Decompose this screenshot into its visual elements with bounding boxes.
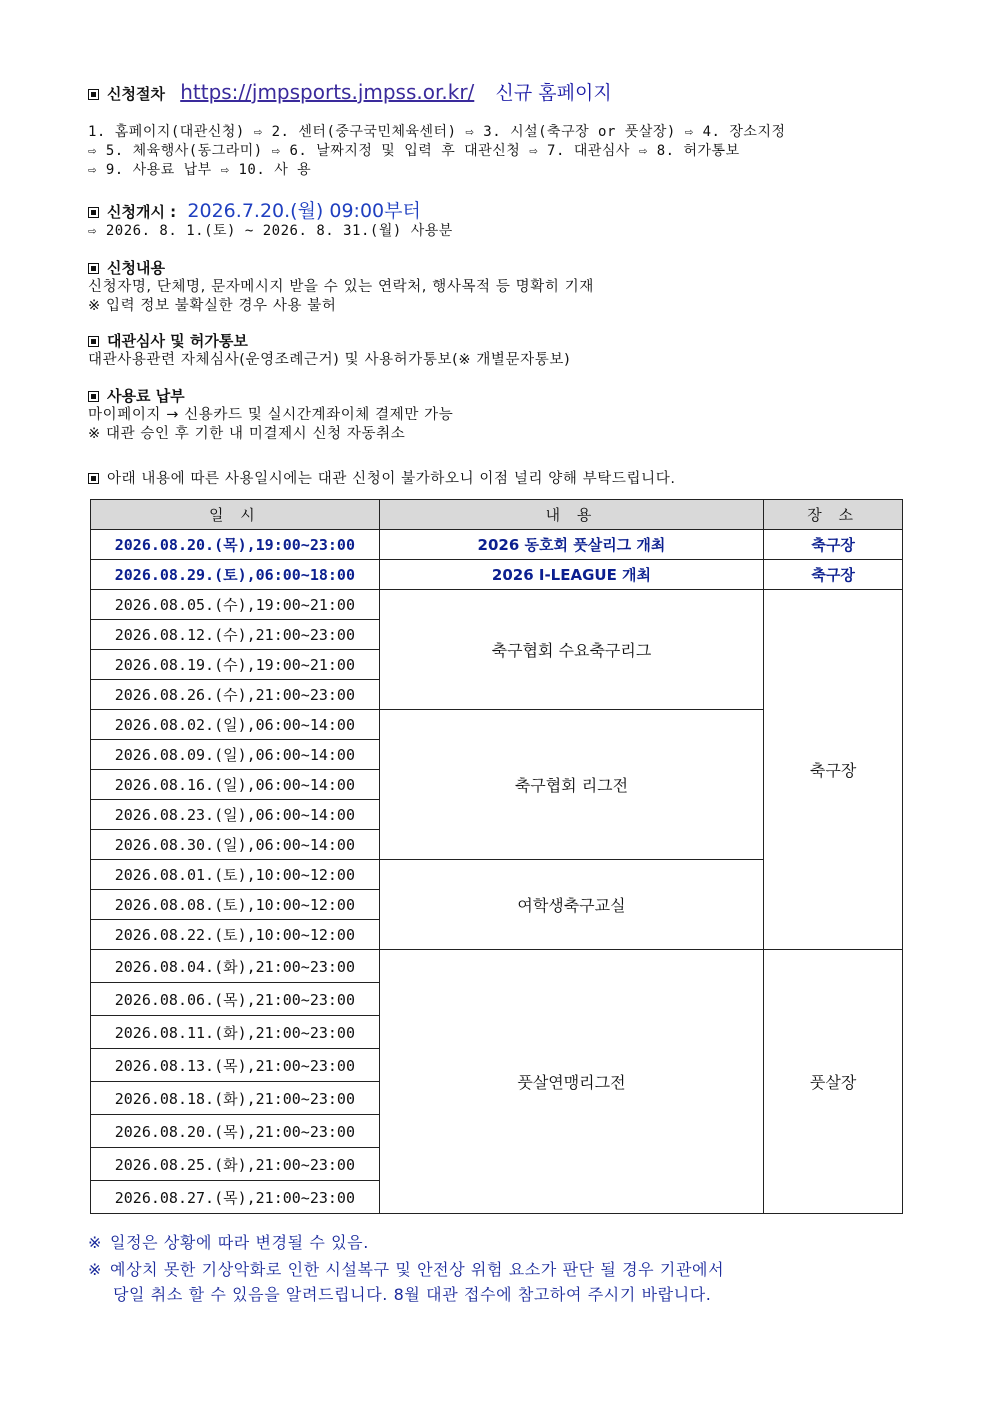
row-date: 2026.08.23.(일),06:00~14:00	[91, 800, 380, 830]
row-date: 2026.08.11.(화),21:00~23:00	[91, 1016, 380, 1049]
row-date: 2026.08.22.(토),10:00~12:00	[91, 920, 380, 950]
row-place: 축구장	[764, 560, 903, 590]
group-event: 축구협회 수요축구리그	[379, 590, 763, 710]
table-row	[91, 950, 903, 983]
open-period: ⇨ 2026. 8. 1.(토) ~ 2026. 8. 31.(월) 사용분	[88, 223, 453, 239]
group-event: 여학생축구교실	[379, 860, 763, 950]
row-date: 2026.08.13.(목),21:00~23:00	[91, 1049, 380, 1082]
header-content: 내 용	[379, 500, 763, 530]
new-homepage-label: 신규 홈페이지	[495, 82, 612, 104]
row-date: 2026.08.20.(목),21:00~23:00	[91, 1115, 380, 1148]
content-title: 신청내용	[107, 259, 165, 277]
row-date: 2026.08.27.(목),21:00~23:00	[91, 1181, 380, 1214]
row-date: 2026.08.06.(목),21:00~23:00	[91, 983, 380, 1016]
content-line-2: ※ 입력 정보 불확실한 경우 사용 불허	[88, 298, 337, 314]
row-event: 2026 동호회 풋살리그 개최	[379, 530, 763, 560]
row-date: 2026.08.04.(화),21:00~23:00	[91, 950, 380, 983]
homepage-link[interactable]: https://jmpsports.jmpss.or.kr/	[180, 80, 475, 104]
reference-mark-icon: ※	[88, 1233, 103, 1252]
row-date: 2026.08.20.(목),19:00~23:00	[91, 530, 380, 560]
place-futsal: 풋살장	[764, 950, 903, 1214]
note-text-1: 일정은 상황에 따라 변경될 수 있음.	[110, 1233, 369, 1252]
note-line-1	[88, 1230, 369, 1253]
procedure-step-line-3: ⇨ 9. 사용료 납부 ⇨ 10. 사 용	[88, 162, 312, 178]
fee-line-2: ※ 대관 승인 후 기한 내 미결제시 신청 자동취소	[88, 426, 406, 442]
row-date: 2026.08.16.(일),06:00~14:00	[91, 770, 380, 800]
row-date: 2026.08.18.(화),21:00~23:00	[91, 1082, 380, 1115]
group-event: 풋살연맹리그전	[379, 950, 763, 1214]
section-open-heading	[88, 196, 421, 223]
row-event: 2026 I-LEAGUE 개최	[379, 560, 763, 590]
fee-line-1: 마이페이지 → 신용카드 및 실시간계좌이체 결제만 가능	[88, 407, 454, 423]
procedure-title: 신청절차	[107, 85, 165, 103]
table-row	[91, 560, 903, 590]
procedure-step-line-2: ⇨ 5. 체육행사(동그라미) ⇨ 6. 날짜지정 및 입력 후 대관신청 ⇨ 7. 대관심사 ⇨ 8. 허가통보	[88, 143, 740, 159]
schedule-table	[90, 499, 903, 1214]
note-line-2	[88, 1257, 724, 1280]
open-date: 2026.7.20.(월) 09:00부터	[187, 200, 421, 222]
row-date: 2026.08.30.(일),06:00~14:00	[91, 830, 380, 860]
header-datetime: 일 시	[91, 500, 380, 530]
row-date: 2026.08.05.(수),19:00~21:00	[91, 590, 380, 620]
header-place: 장 소	[764, 500, 903, 530]
row-date: 2026.08.19.(수),19:00~21:00	[91, 650, 380, 680]
open-title: 신청개시 :	[107, 203, 177, 221]
note-text-2: 예상치 못한 기상악화로 인한 시설복구 및 안전상 위험 요소가 판단 될 경우 기관에서	[110, 1260, 725, 1279]
row-date: 2026.08.01.(토),10:00~12:00	[91, 860, 380, 890]
reference-mark-icon: ※	[88, 1260, 103, 1279]
place-soccer: 축구장	[764, 590, 903, 950]
notice-line	[88, 467, 676, 488]
content-line-1: 신청자명, 단체명, 문자메시지 받을 수 있는 연락처, 행사목적 등 명확히 기재	[88, 279, 594, 295]
row-date: 2026.08.09.(일),06:00~14:00	[91, 740, 380, 770]
table-row	[91, 530, 903, 560]
notice-text: 아래 내용에 따른 사용일시에는 대관 신청이 불가하오니 이점 널리 양해 부탁드립니다.	[107, 471, 676, 487]
review-title: 대관심사 및 허가통보	[107, 332, 248, 350]
row-date: 2026.08.08.(토),10:00~12:00	[91, 890, 380, 920]
row-date: 2026.08.25.(화),21:00~23:00	[91, 1148, 380, 1181]
square-bullet-icon	[88, 89, 99, 100]
row-date: 2026.08.29.(토),06:00~18:00	[91, 560, 380, 590]
row-date: 2026.08.26.(수),21:00~23:00	[91, 680, 380, 710]
fee-title: 사용료 납부	[107, 387, 185, 405]
group-event: 축구협회 리그전	[379, 710, 763, 860]
table-row	[91, 590, 903, 620]
row-place: 축구장	[764, 530, 903, 560]
note-line-3: 당일 취소 할 수 있음을 알려드립니다. 8월 대관 접수에 참고하여 주시기 바랍니다.	[113, 1285, 712, 1304]
review-line-1: 대관사용관련 자체심사(운영조례근거) 및 사용허가통보(※ 개별문자통보)	[88, 352, 571, 368]
procedure-step-line-1: 1. 홈페이지(대관신청) ⇨ 2. 센터(중구국민체육센터) ⇨ 3. 시설(축구장 or 풋살장) ⇨ 4. 장소지정	[88, 124, 786, 140]
row-date: 2026.08.12.(수),21:00~23:00	[91, 620, 380, 650]
section-procedure-heading	[88, 78, 612, 105]
row-date: 2026.08.02.(일),06:00~14:00	[91, 710, 380, 740]
square-bullet-icon	[88, 263, 99, 274]
square-bullet-icon	[88, 207, 99, 218]
square-bullet-icon	[88, 473, 99, 484]
square-bullet-icon	[88, 336, 99, 347]
table-header-row	[91, 500, 903, 530]
square-bullet-icon	[88, 391, 99, 402]
